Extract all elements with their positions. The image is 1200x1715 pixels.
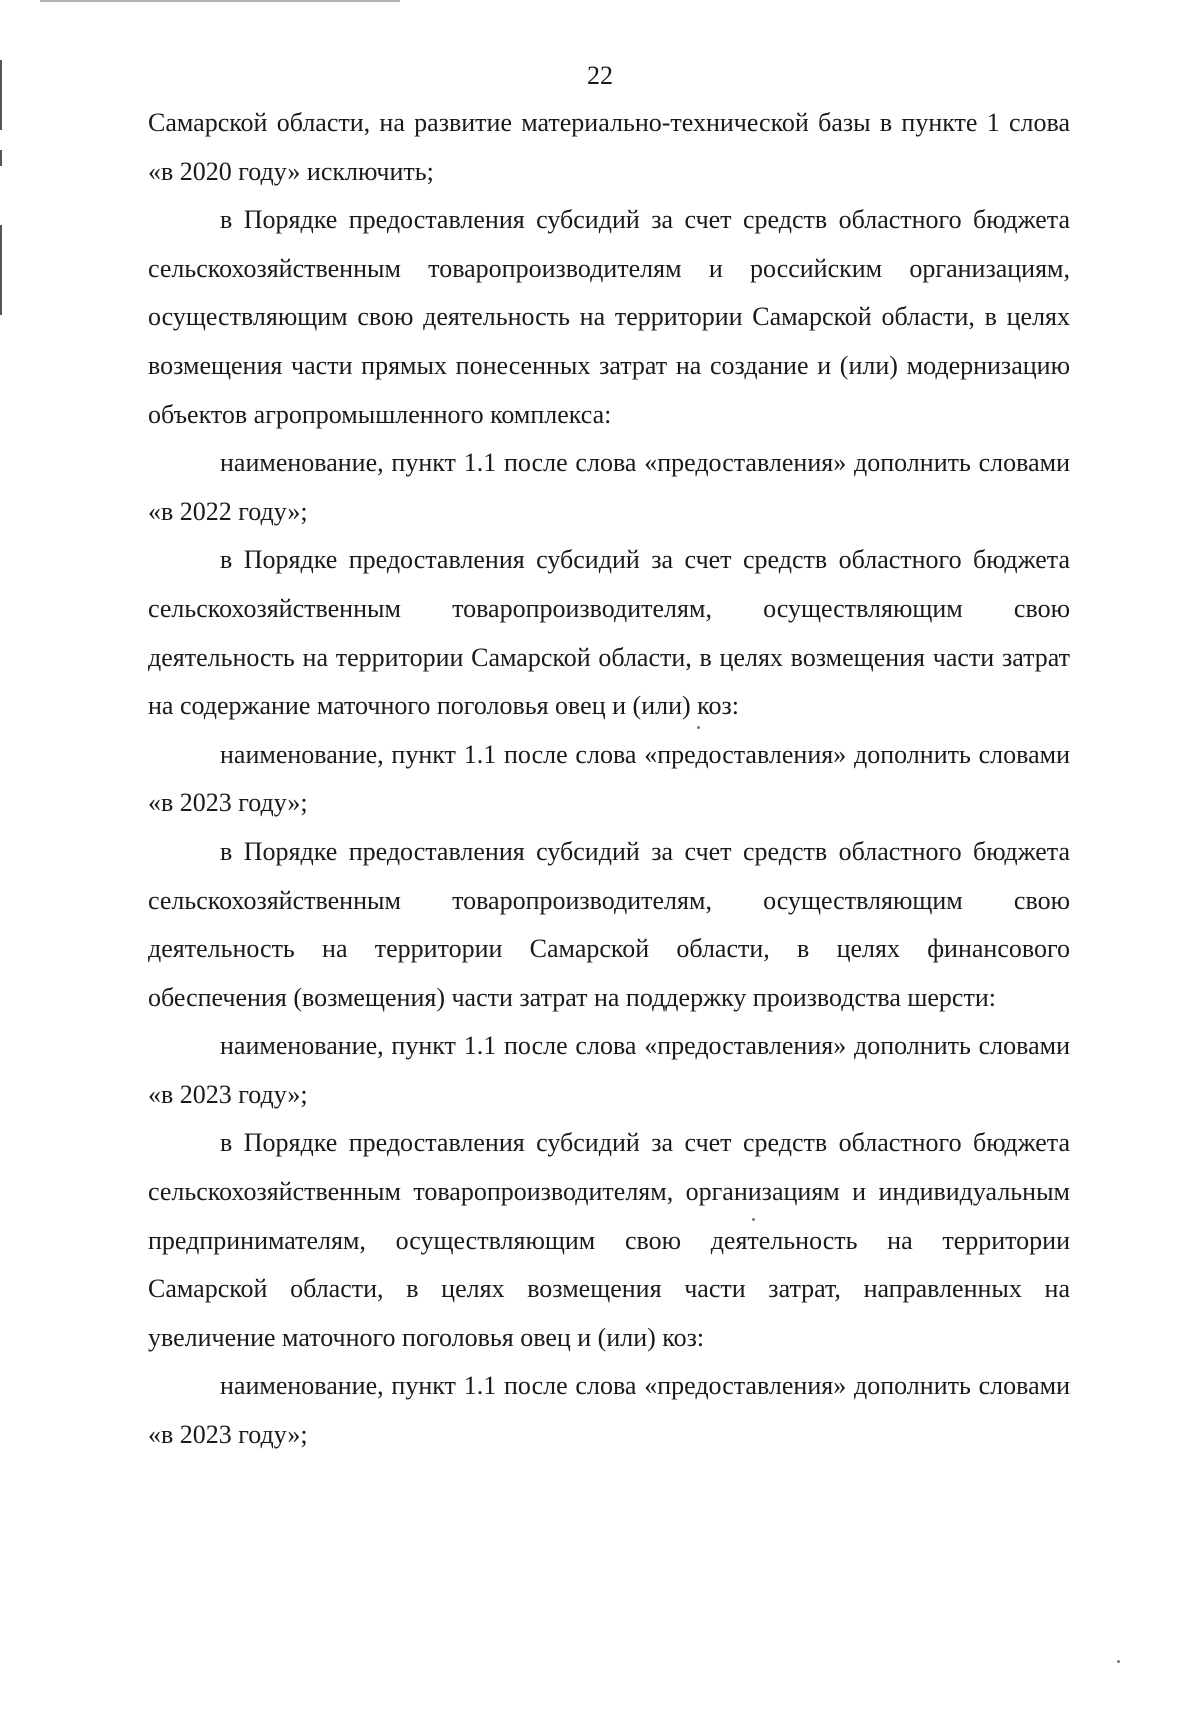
scan-edge-mark [0,225,2,315]
scan-speck [697,726,700,729]
paragraph-amendment: наименование, пункт 1.1 после слова «предоставления» дополнить словами «в 2023 году»; [148,1371,1070,1450]
scan-edge-mark [40,0,400,2]
paragraph-order-reference: в Порядке предоставления субсидий за счет средств областного бюджета сельскохозяйственным товаропроизводителям, осуществляющим свою деятельность на территории Самарской области, в целях финансового обеспечения (возмещения) части затрат на поддержку производства шерсти: [148,836,1070,1012]
scan-speck [752,1218,755,1221]
paragraph-order-reference: в Порядке предоставления субсидий за счет средств областного бюджета сельскохозяйственным товаропроизводителям, осуществляющим свою деятельность на территории Самарской области, в целях возмещения части затрат на содержание маточного поголовья овец и (или) коз: [148,545,1070,721]
scan-speck [1117,1660,1120,1663]
paragraph-order-reference: в Порядке предоставления субсидий за счет средств областного бюджета сельскохозяйственным товаропроизводителям и российским организациям, осуществляющим свою деятельность на территории Самарской области, в целях возмещения части прямых понесенных затрат на создание и (или) модернизацию объектов агропромышленного комплекса: [148,205,1070,429]
paragraph-amendment: наименование, пункт 1.1 после слова «предоставления» дополнить словами «в 2023 году»; [148,1031,1070,1109]
scan-edge-mark [0,150,2,166]
paragraph-amendment: наименование, пункт 1.1 после слова «предоставления» дополнить словами «в 2023 году»; [148,739,1070,818]
document-body [148,99,1070,1460]
paragraph-order-reference: в Порядке предоставления субсидий за счет средств областного бюджета сельскохозяйственным товаропроизводителям, организациям и индивидуальным предпринимателям, осуществляющим свою деятельность на территории Самарской области, в целях возмещения части затрат, направленных на увеличение маточного поголовья овец и (или) коз: [148,1128,1070,1352]
page-number: 22 [587,61,613,90]
paragraph-continuation: Самарской области, на развитие материально-технической базы в пункте 1 слова «в 2020 году» исключить; [148,108,1070,186]
paragraph-amendment: наименование, пункт 1.1 после слова «предоставления» дополнить словами «в 2022 году»; [148,448,1070,526]
